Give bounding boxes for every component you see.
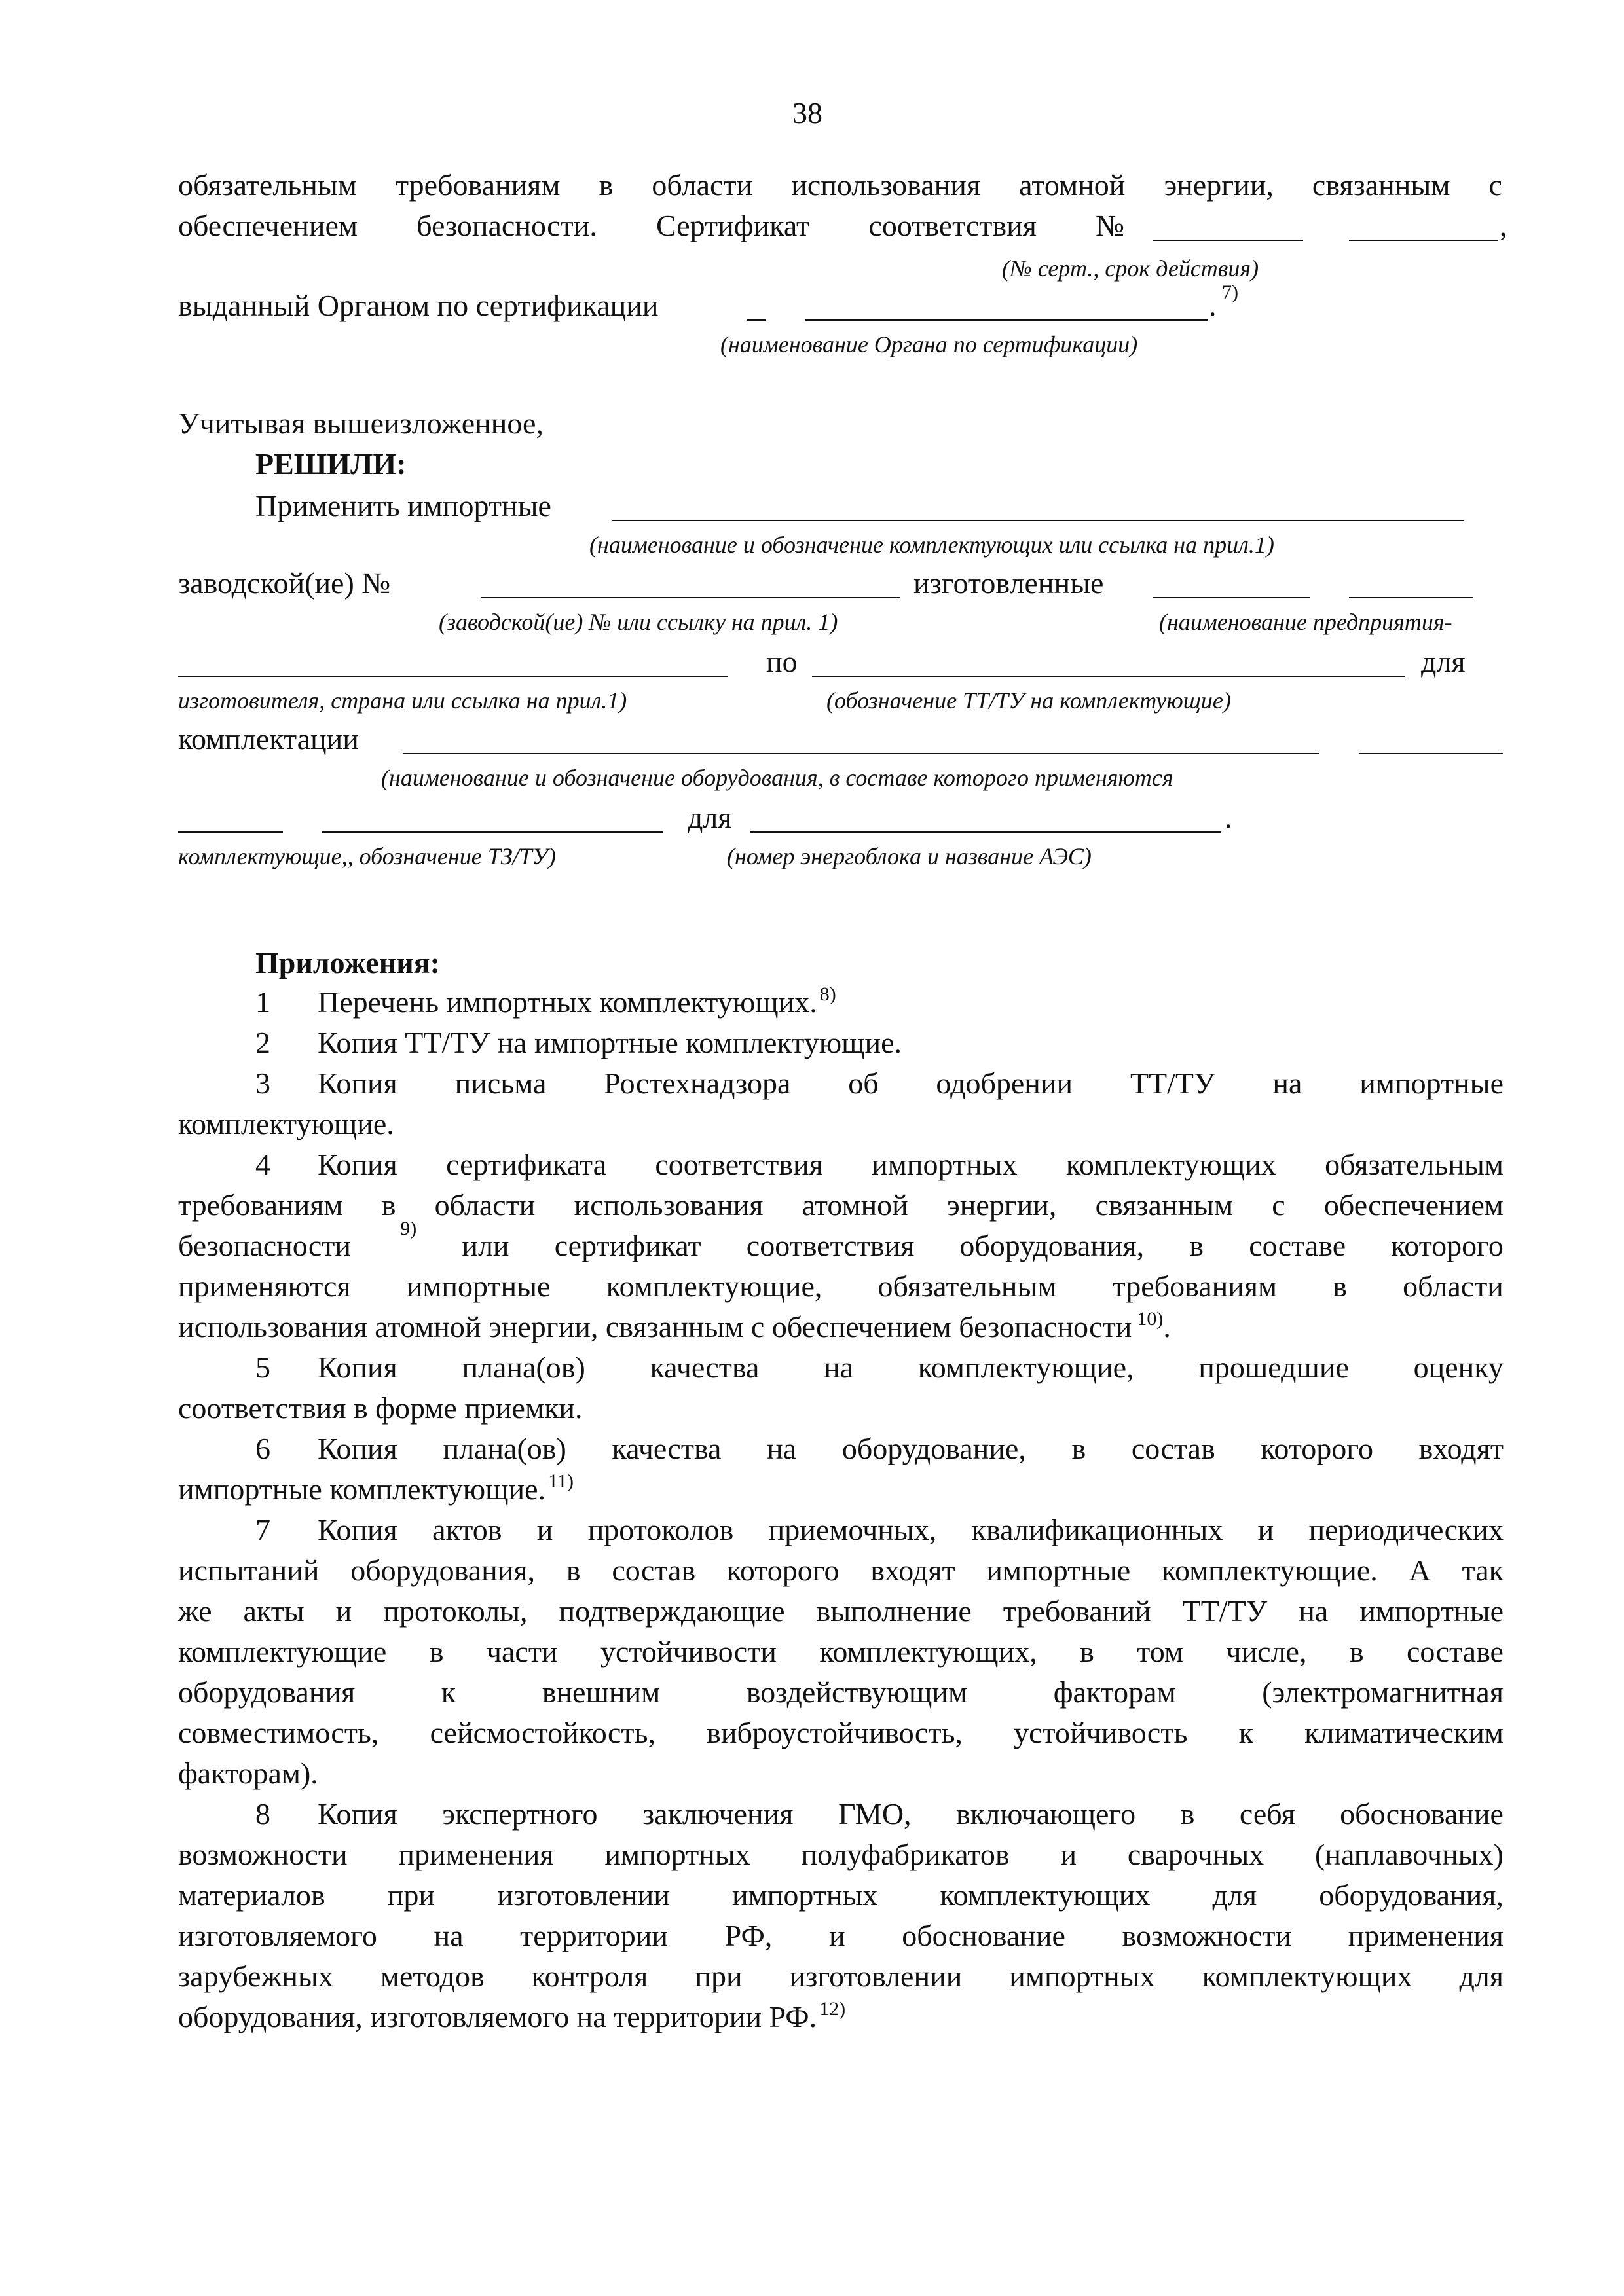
appendix-line	[178, 1758, 318, 1789]
appendix-line	[178, 1718, 1504, 1748]
word: для	[1459, 1959, 1504, 1993]
caption-apply: (наименование и обозначение комплектующих или ссылка на прил.1)	[589, 532, 1274, 558]
caption-cert: (№ серт., срок действия)	[1002, 255, 1259, 282]
word: прошедшие	[1198, 1351, 1349, 1384]
word: использования	[791, 168, 981, 202]
dlya-text: для	[1421, 645, 1466, 678]
appendix-number: 8	[255, 1797, 270, 1831]
caption-equipment: (наименование и обозначение оборудования, в составе которого применяются	[381, 765, 1173, 791]
appendix-line	[178, 1109, 394, 1139]
complect-blank-b	[322, 831, 663, 833]
word: качества	[650, 1351, 760, 1384]
word: полуфабрикатов	[801, 1838, 1010, 1871]
word: требований	[1003, 1594, 1151, 1628]
intro-line-2	[178, 211, 1124, 241]
manufacturer-blank-b	[1349, 597, 1473, 598]
word: обоснование	[902, 1919, 1065, 1952]
word: связанным	[1312, 168, 1450, 202]
word: материалов	[178, 1878, 325, 1912]
word: в	[429, 1635, 444, 1668]
word: в	[1180, 1797, 1195, 1831]
word: безопасности	[178, 1229, 352, 1262]
word: сертификат	[554, 1229, 701, 1262]
word: соответствия	[868, 209, 1037, 242]
word: соответствия	[655, 1148, 823, 1181]
appendix-line	[178, 1271, 1504, 1302]
word: на	[824, 1351, 854, 1384]
word: в	[1071, 1432, 1086, 1465]
word: в	[381, 1188, 396, 1222]
word: импортные	[1359, 1066, 1504, 1100]
word: в	[599, 168, 614, 202]
appendix-number: 2	[255, 1026, 270, 1059]
appendix-line	[178, 1556, 1504, 1586]
appendix-line	[178, 1677, 1504, 1707]
word: на	[1299, 1594, 1329, 1628]
word: включающего	[956, 1797, 1136, 1831]
po-text: по	[766, 645, 798, 678]
appendix-line	[178, 1596, 1504, 1626]
word: в	[566, 1554, 581, 1587]
caption-organ: (наименование Органа по сертификации)	[720, 331, 1138, 357]
word: обязательным	[877, 1269, 1057, 1303]
word: импортных	[1009, 1959, 1155, 1993]
word: обоснование	[1340, 1797, 1504, 1831]
word: Копия	[318, 1351, 397, 1384]
word: и	[536, 1513, 553, 1546]
appendix-line	[178, 1921, 1504, 1951]
word: актов	[432, 1513, 502, 1546]
word: при	[695, 1959, 743, 1993]
word: в	[1080, 1635, 1094, 1668]
word: которого	[726, 1554, 840, 1587]
appendix-number: 7	[255, 1513, 270, 1546]
word: сертификата	[446, 1148, 607, 1181]
word: требованиям	[395, 168, 561, 202]
word: об	[848, 1066, 879, 1100]
word: соответствия	[746, 1229, 915, 1262]
word: энергии,	[1164, 168, 1274, 202]
word: оборудования	[178, 1675, 356, 1709]
appendices-heading: Приложения:	[255, 946, 440, 979]
word: зарубежных	[178, 1959, 333, 1993]
complect-text: комплектации	[178, 722, 359, 756]
appendix-number: 4	[255, 1148, 270, 1181]
word: ТТ/ТУ	[1182, 1594, 1268, 1628]
word: Копия	[318, 1432, 397, 1465]
word: требованиям	[178, 1188, 343, 1222]
word: оборудования, изготовляемого на территории РФ.	[178, 2000, 817, 2033]
word: применяются	[178, 1269, 351, 1303]
appendix-line	[178, 1880, 1504, 1910]
equipment-blank	[403, 753, 1320, 754]
word: (наплавочных)	[1315, 1838, 1504, 1871]
word: плана(ов)	[462, 1351, 585, 1384]
appendix-number: 3	[255, 1066, 270, 1100]
footnote-11: 11)	[548, 1470, 574, 1492]
word: Копия	[318, 1148, 397, 1181]
word: которого	[1261, 1432, 1373, 1465]
appendix-line	[178, 1190, 1504, 1220]
word: периодических	[1308, 1513, 1504, 1546]
word: акты	[243, 1594, 304, 1628]
word: оценку	[1413, 1351, 1504, 1384]
appendix-line	[178, 1998, 846, 2033]
caption-manufacturer: изготовителя, страна или ссылка на прил.1)	[178, 687, 627, 714]
word: оборудования,	[350, 1554, 536, 1587]
word: связанным	[1095, 1188, 1234, 1222]
caption-enterprise: (наименование предприятия-	[1159, 609, 1452, 635]
word: к	[1238, 1716, 1253, 1749]
equipment-blank-b	[1359, 753, 1503, 754]
footnote-10: 10)	[1137, 1308, 1164, 1330]
word: Копия ТТ/ТУ на импортные комплектующие.	[318, 1026, 902, 1059]
word: оборудования,	[1319, 1878, 1504, 1912]
appendix-number: 6	[255, 1432, 270, 1465]
made-text: изготовленные	[913, 566, 1104, 600]
word: в	[1349, 1635, 1364, 1668]
word: части	[486, 1635, 558, 1668]
word: комплектующие.	[178, 1107, 394, 1140]
intro-dot: .	[1209, 289, 1217, 322]
word: при	[387, 1878, 435, 1912]
word: плана(ов)	[443, 1432, 566, 1465]
word: состав	[1131, 1432, 1215, 1465]
word: которого	[1391, 1229, 1504, 1262]
word: на	[1272, 1066, 1302, 1100]
cert-term-blank	[1349, 240, 1498, 241]
intro-line-1	[178, 170, 1502, 200]
word: импортные	[986, 1554, 1131, 1587]
word: импортных	[732, 1878, 878, 1912]
appendix-line	[318, 1799, 1504, 1829]
word: возможности	[178, 1838, 348, 1871]
organ-blank-a	[747, 319, 766, 321]
word: обеспечением	[178, 209, 358, 242]
decision-dot: .	[1225, 801, 1232, 834]
caption-complect: комплектующие,, обозначение ТЗ/ТУ)	[178, 843, 556, 869]
caption-ttty: (обозначение ТТ/ТУ на комплектующие)	[826, 687, 1231, 714]
word: составе	[1249, 1229, 1346, 1262]
word: безопасности.	[416, 209, 597, 242]
word: импортные	[1359, 1594, 1504, 1628]
appendix-line	[178, 1393, 583, 1423]
word: экспертного	[442, 1797, 598, 1831]
word: комплектующие	[178, 1635, 387, 1668]
appendix-line	[318, 1353, 1504, 1383]
word: территории	[520, 1919, 669, 1952]
word: Копия	[318, 1066, 397, 1100]
word: соответствия в форме приемки.	[178, 1391, 583, 1425]
word: атомной	[1019, 168, 1126, 202]
manufacturer-country-blank	[178, 676, 728, 677]
cert-number-blank	[1153, 240, 1303, 241]
word: Перечень импортных комплектующих.	[318, 985, 817, 1019]
caption-serial: (заводской(ие) № или ссылку на прил. 1)	[439, 609, 838, 635]
apply-text: Применить импортные	[255, 489, 551, 522]
footnote-7: 7)	[1222, 282, 1238, 303]
word: для	[1212, 1878, 1257, 1912]
word: качества	[612, 1432, 722, 1465]
intro-line-3: выданный Органом по сертификации	[178, 289, 659, 322]
word: факторам).	[178, 1757, 318, 1790]
word: составе	[1407, 1635, 1504, 1668]
word: комплектующих	[1065, 1148, 1276, 1181]
serial-blank	[481, 597, 900, 598]
word: Ростехнадзора	[604, 1066, 791, 1100]
organ-blank-b	[805, 319, 1208, 321]
word: комплектующих,	[819, 1635, 1037, 1668]
word: числе,	[1226, 1635, 1307, 1668]
word: виброустойчивость,	[707, 1716, 963, 1749]
word: применения	[398, 1838, 554, 1871]
appendix-line	[318, 1515, 1504, 1545]
appendix-line	[318, 1028, 902, 1058]
appendix-line	[318, 1150, 1504, 1180]
word: методов	[380, 1959, 485, 1993]
word: импортных	[604, 1838, 750, 1871]
appendix-number: 5	[255, 1351, 270, 1384]
word: к	[441, 1675, 456, 1709]
word: в	[1189, 1229, 1204, 1262]
word: (электромагнитная	[1262, 1675, 1504, 1709]
word: в	[1333, 1269, 1347, 1303]
decided-heading: РЕШИЛИ:	[255, 447, 407, 481]
word: изготовляемого	[178, 1919, 377, 1952]
word: на	[767, 1432, 797, 1465]
appendix-line	[178, 1961, 1504, 1992]
word: оборудование,	[841, 1432, 1026, 1465]
footnote-12: 12)	[819, 1998, 846, 2020]
word: использования	[574, 1188, 764, 1222]
word: обязательным	[1325, 1148, 1504, 1181]
word: совместимость,	[178, 1716, 379, 1749]
word: комплектующие.	[1161, 1554, 1378, 1587]
word: протоколы,	[383, 1594, 528, 1628]
word: испытаний	[178, 1554, 320, 1587]
word: ГМО,	[838, 1797, 912, 1831]
word: внешним	[542, 1675, 661, 1709]
footnote-9: 9)	[400, 1218, 417, 1239]
word: входят	[1418, 1432, 1504, 1465]
word: области	[652, 168, 753, 202]
word: сварочных	[1127, 1838, 1264, 1871]
word: воздействующим	[746, 1675, 968, 1709]
word: себя	[1239, 1797, 1295, 1831]
word: комплектующих	[1202, 1959, 1412, 1993]
component-blank	[612, 520, 1464, 521]
word: использования атомной энергии, связанным с обеспечением безопасности	[178, 1310, 1132, 1343]
word: устойчивость	[1014, 1716, 1188, 1749]
word: Копия	[318, 1797, 397, 1831]
word: входят	[870, 1554, 955, 1587]
word: состав	[612, 1554, 696, 1587]
word: ТТ/ТУ	[1130, 1066, 1215, 1100]
appendix-number: 1	[255, 985, 270, 1019]
word: на	[434, 1919, 464, 1952]
word: области	[434, 1188, 536, 1222]
word: изготовлении	[789, 1959, 963, 1993]
word: А	[1409, 1554, 1431, 1587]
word: сейсмостойкость,	[430, 1716, 655, 1749]
appendix-line	[178, 1218, 1504, 1262]
appendix-line	[178, 1637, 1504, 1667]
appendix-line	[318, 983, 836, 1019]
word: выполнение	[816, 1594, 972, 1628]
footnote-8: 8)	[819, 983, 836, 1005]
word: обязательным	[178, 168, 357, 202]
end-dot: .	[1163, 1310, 1171, 1343]
word: комплектующих	[940, 1878, 1151, 1912]
word: возможности	[1122, 1919, 1292, 1952]
appendix-line	[318, 1068, 1504, 1099]
word: Сертификат	[655, 209, 810, 242]
word: или	[462, 1229, 509, 1262]
word: комплектующие,	[917, 1351, 1134, 1384]
word: же	[178, 1594, 212, 1628]
word: с	[1488, 168, 1502, 202]
unit-blank	[750, 831, 1221, 833]
appendix-line	[178, 1470, 574, 1506]
word: приемочных,	[768, 1513, 937, 1546]
word: импортные комплектующие.	[178, 1472, 546, 1506]
word: и	[1060, 1838, 1077, 1871]
appendix-line	[178, 1308, 1171, 1343]
word: контроля	[531, 1959, 648, 1993]
complect-blank-a	[178, 831, 283, 833]
considering-text: Учитывая вышеизложенное,	[178, 407, 544, 440]
dlya2-text: для	[688, 801, 732, 834]
word: оборудования,	[959, 1229, 1145, 1262]
word: с	[1272, 1188, 1285, 1222]
word: применения	[1348, 1919, 1504, 1952]
appendix-line	[178, 1840, 1504, 1870]
word: устойчивости	[600, 1635, 777, 1668]
page-number: 38	[792, 96, 822, 130]
ttty-blank	[812, 676, 1405, 677]
word: и	[828, 1919, 845, 1952]
word: энергии,	[947, 1188, 1057, 1222]
word: атомной	[802, 1188, 908, 1222]
caption-unit: (номер энергоблока и название АЭС)	[727, 843, 1092, 869]
appendix-line	[318, 1434, 1504, 1464]
word: импортных	[872, 1148, 1018, 1181]
word: импортные	[406, 1269, 551, 1303]
word: обеспечением	[1323, 1188, 1504, 1222]
word: и	[335, 1594, 352, 1628]
word: том	[1137, 1635, 1184, 1668]
intro-comma: ,	[1500, 209, 1507, 242]
serial-text: заводской(ие) №	[178, 566, 391, 600]
word: заключения	[642, 1797, 794, 1831]
manufacturer-blank-a	[1153, 597, 1310, 598]
word: требованиям	[1112, 1269, 1278, 1303]
word: климатическим	[1304, 1716, 1504, 1749]
word: изготовлении	[497, 1878, 670, 1912]
word: области	[1403, 1269, 1504, 1303]
word: подтверждающие	[559, 1594, 785, 1628]
word: факторам	[1053, 1675, 1176, 1709]
word: Копия	[318, 1513, 397, 1546]
word: квалификационных	[971, 1513, 1223, 1546]
word: РФ,	[724, 1919, 773, 1952]
word: протоколов	[587, 1513, 734, 1546]
word: так	[1462, 1554, 1504, 1587]
word: №	[1096, 209, 1124, 242]
word: одобрении	[936, 1066, 1073, 1100]
word: и	[1257, 1513, 1274, 1546]
word: письма	[454, 1066, 547, 1100]
word: комплектующие,	[606, 1269, 822, 1303]
